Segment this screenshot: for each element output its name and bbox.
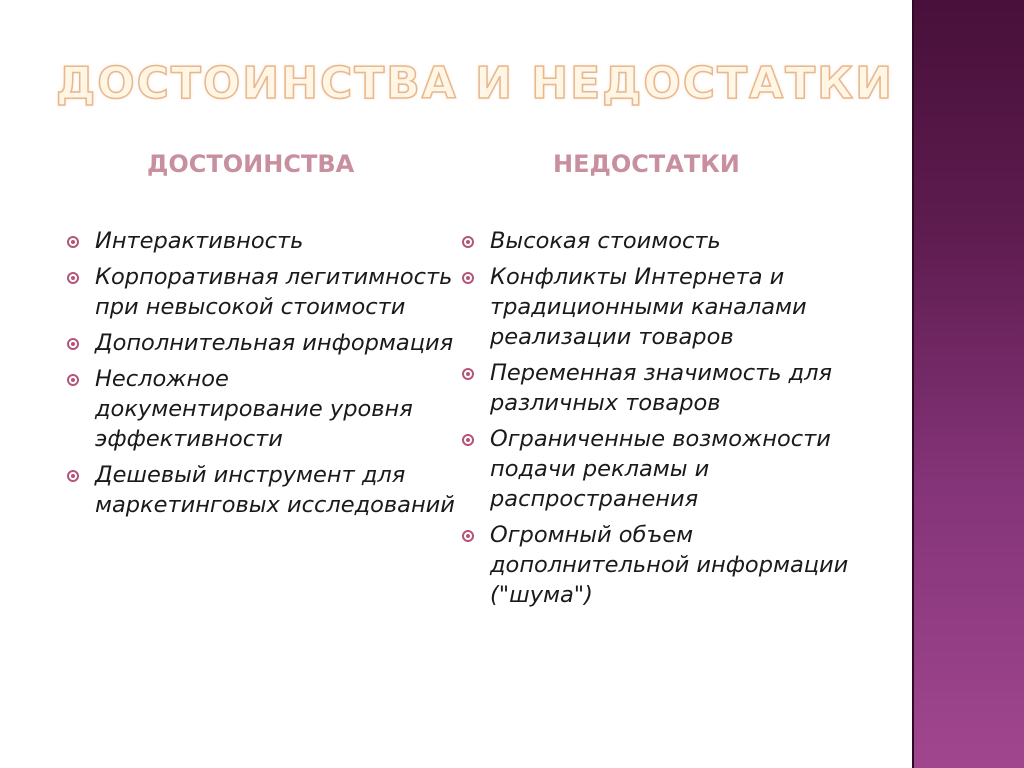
bullet-icon [67,374,79,386]
list-item-text: Дешевый инструмент для маркетинговых исследований [95,462,455,518]
list-item [63,328,458,358]
list-item [458,358,878,418]
list-item-text: Высокая стоимость [490,228,721,254]
list-item [63,226,458,256]
bullet-icon [462,530,474,542]
slide-title: ДОСТОИНСТВА И НЕДОСТАТКИ [56,58,894,109]
bullet-icon [67,272,79,284]
decorative-side-band [912,0,1024,768]
side-band-edge [912,0,914,768]
list-item-text: Интерактивность [95,228,304,254]
list-item-text: Конфликты Интернета и традиционными каналами реализации товаров [490,264,807,350]
list-item [458,424,878,514]
list-item-text: Дополнительная информация [95,330,454,356]
bullet-icon [67,236,79,248]
list-item [63,364,458,454]
list-item-text: Огромный объем дополнительной информации ("шума") [490,522,849,608]
list-item [458,262,878,352]
disadvantages-list [458,226,878,616]
disadvantages-heading: НЕДОСТАТКИ [553,150,740,178]
list-item [63,262,458,322]
bullet-icon [462,434,474,446]
advantages-list [63,226,458,526]
list-item [458,520,878,610]
list-item-text: Переменная значимость для различных товаров [490,360,833,416]
bullet-icon [462,236,474,248]
list-item [458,226,878,256]
list-item-text: Ограниченные возможности подачи рекламы и распространения [490,426,831,512]
bullet-icon [67,338,79,350]
list-item [63,460,458,520]
bullet-icon [462,272,474,284]
bullet-icon [462,368,474,380]
list-item-text: Несложное документирование уровня эффективности [95,366,413,452]
advantages-heading: ДОСТОИНСТВА [147,150,355,178]
bullet-icon [67,470,79,482]
list-item-text: Корпоративная легитимность при невысокой стоимости [95,264,453,320]
